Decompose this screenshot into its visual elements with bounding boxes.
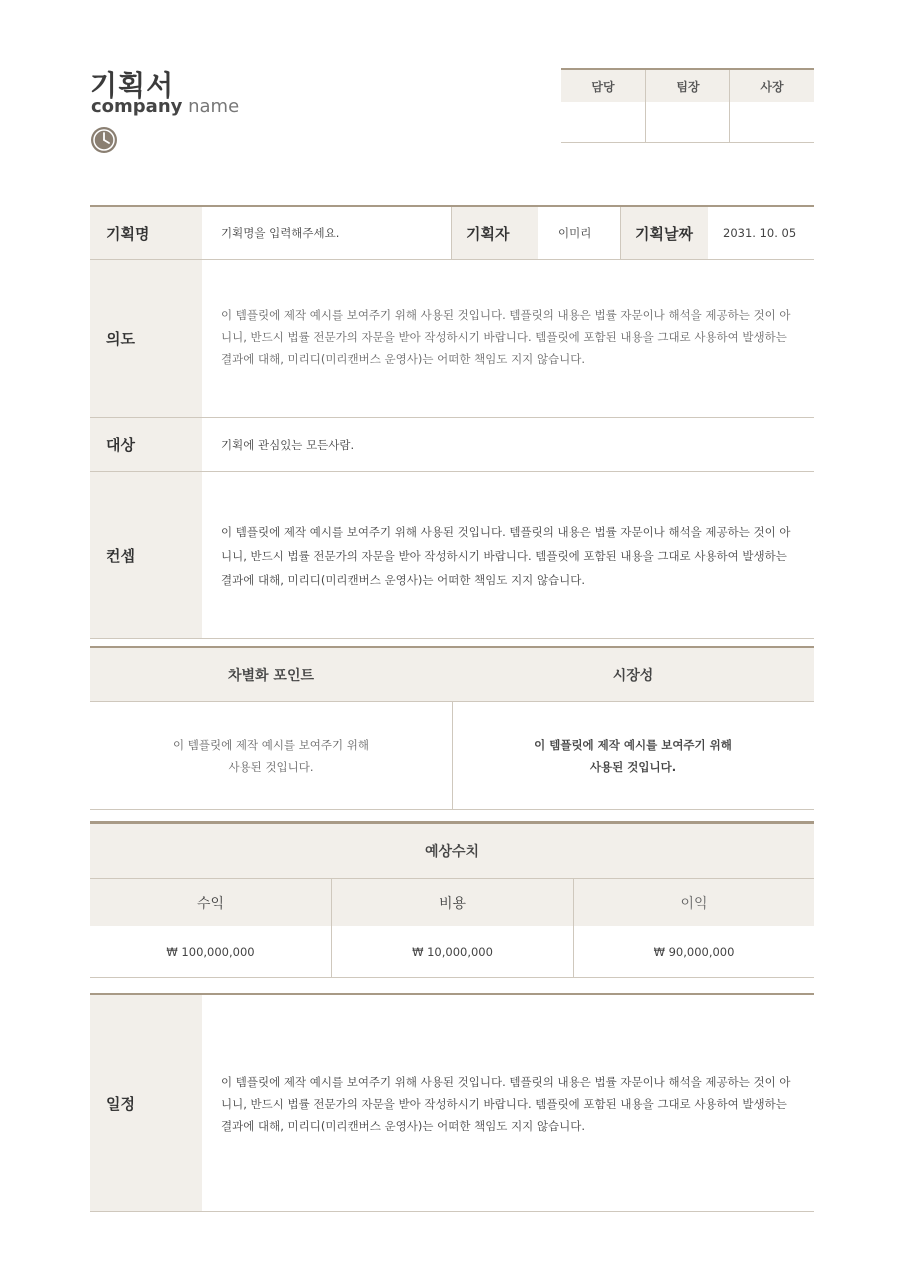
profit-value: ₩ 90,000,000 [653, 944, 735, 959]
intent-row [90, 260, 814, 418]
target-row [90, 418, 814, 472]
approval-col-ceo: 사장 [730, 70, 814, 102]
forecast-section [90, 821, 814, 978]
target-label: 대상 [90, 418, 202, 471]
plan-name-label: 기획명 [90, 207, 202, 259]
diff-point-text-line: 이 템플릿에 제작 예시를 보여주기 위해 [172, 738, 370, 752]
market-label: 시장성 [452, 648, 814, 701]
company-name-bold: company [91, 96, 183, 117]
approval-col-manager: 담당 [561, 70, 645, 102]
intent-text: 이 템플릿에 제작 예시를 보여주기 위해 사용된 것입니다. 템플릿의 내용은 법률 자문이나 해석을 제공하는 것이 아니니, 반드시 법률 전문가의 자문을 받아 작성하시기 바랍니다. 템플릿에 포함된 내용을 그대로 사용하여 발생하는 결과에 대해, 미리디(미리캔버스 운영사)는 어떠한 책임도 지지 않습니다. [221, 308, 791, 366]
planner-value: 이미리 [558, 226, 592, 240]
concept-row [90, 472, 814, 639]
intent-label: 의도 [90, 260, 202, 417]
target-text: 기획에 관심있는 모든사람. [221, 438, 355, 452]
forecast-title: 예상수치 [90, 824, 814, 878]
diff-point-label: 차별화 포인트 [90, 648, 452, 701]
company-name-light: name [188, 96, 240, 117]
schedule-label: 일정 [90, 995, 202, 1211]
concept-label: 컨셉 [90, 472, 202, 638]
profit-label: 이익 [574, 879, 814, 926]
date-label: 기획날짜 [621, 207, 708, 259]
approval-divider [729, 70, 730, 142]
market-text-line: 이 템플릿에 제작 예시를 보여주기 위해 [534, 738, 732, 752]
revenue-value: ₩ 100,000,000 [166, 944, 255, 959]
cost-value: ₩ 10,000,000 [412, 944, 493, 959]
schedule-text: 이 템플릿에 제작 예시를 보여주기 위해 사용된 것입니다. 템플릿의 내용은 법률 자문이나 해석을 제공하는 것이 아니니, 반드시 법률 전문가의 자문을 받아 작성하시기 바랍니다. 템플릿에 포함된 내용을 그대로 사용하여 발생하는 결과에 대해, 미리디(미리캔버스 운영사)는 어떠한 책임도 지지 않습니다. [221, 1075, 791, 1133]
concept-text: 이 템플릿에 제작 예시를 보여주기 위해 사용된 것입니다. 템플릿의 내용은 법률 자문이나 해석을 제공하는 것이 아니니, 반드시 법률 전문가의 자문을 받아 작성하시기 바랍니다. 템플릿에 포함된 내용을 그대로 사용하여 발생하는 결과에 대해, 미리디(미리캔버스 운영사)는 어떠한 책임도 지지 않습니다. [221, 525, 791, 587]
diff-point-text [90, 734, 452, 778]
plan-name-value: 기획명을 입력해주세요. [221, 226, 340, 240]
planner-label: 기획자 [452, 207, 538, 259]
market-text-line: 사용된 것입니다. [589, 760, 677, 774]
document-title: 기획서 [90, 69, 175, 102]
cost-label: 비용 [332, 879, 573, 926]
company-name [91, 96, 239, 117]
points-section [90, 646, 814, 810]
approval-table [561, 68, 814, 143]
info-row [90, 205, 814, 260]
approval-divider [645, 70, 646, 142]
approval-col-team-lead: 팀장 [646, 70, 730, 102]
date-value: 2031. 10. 05 [723, 226, 797, 240]
schedule-row [90, 993, 814, 1212]
clock-icon [90, 126, 118, 154]
diff-point-text-line: 사용된 것입니다. [228, 760, 314, 774]
revenue-label: 수익 [90, 879, 331, 926]
market-text [452, 734, 814, 778]
